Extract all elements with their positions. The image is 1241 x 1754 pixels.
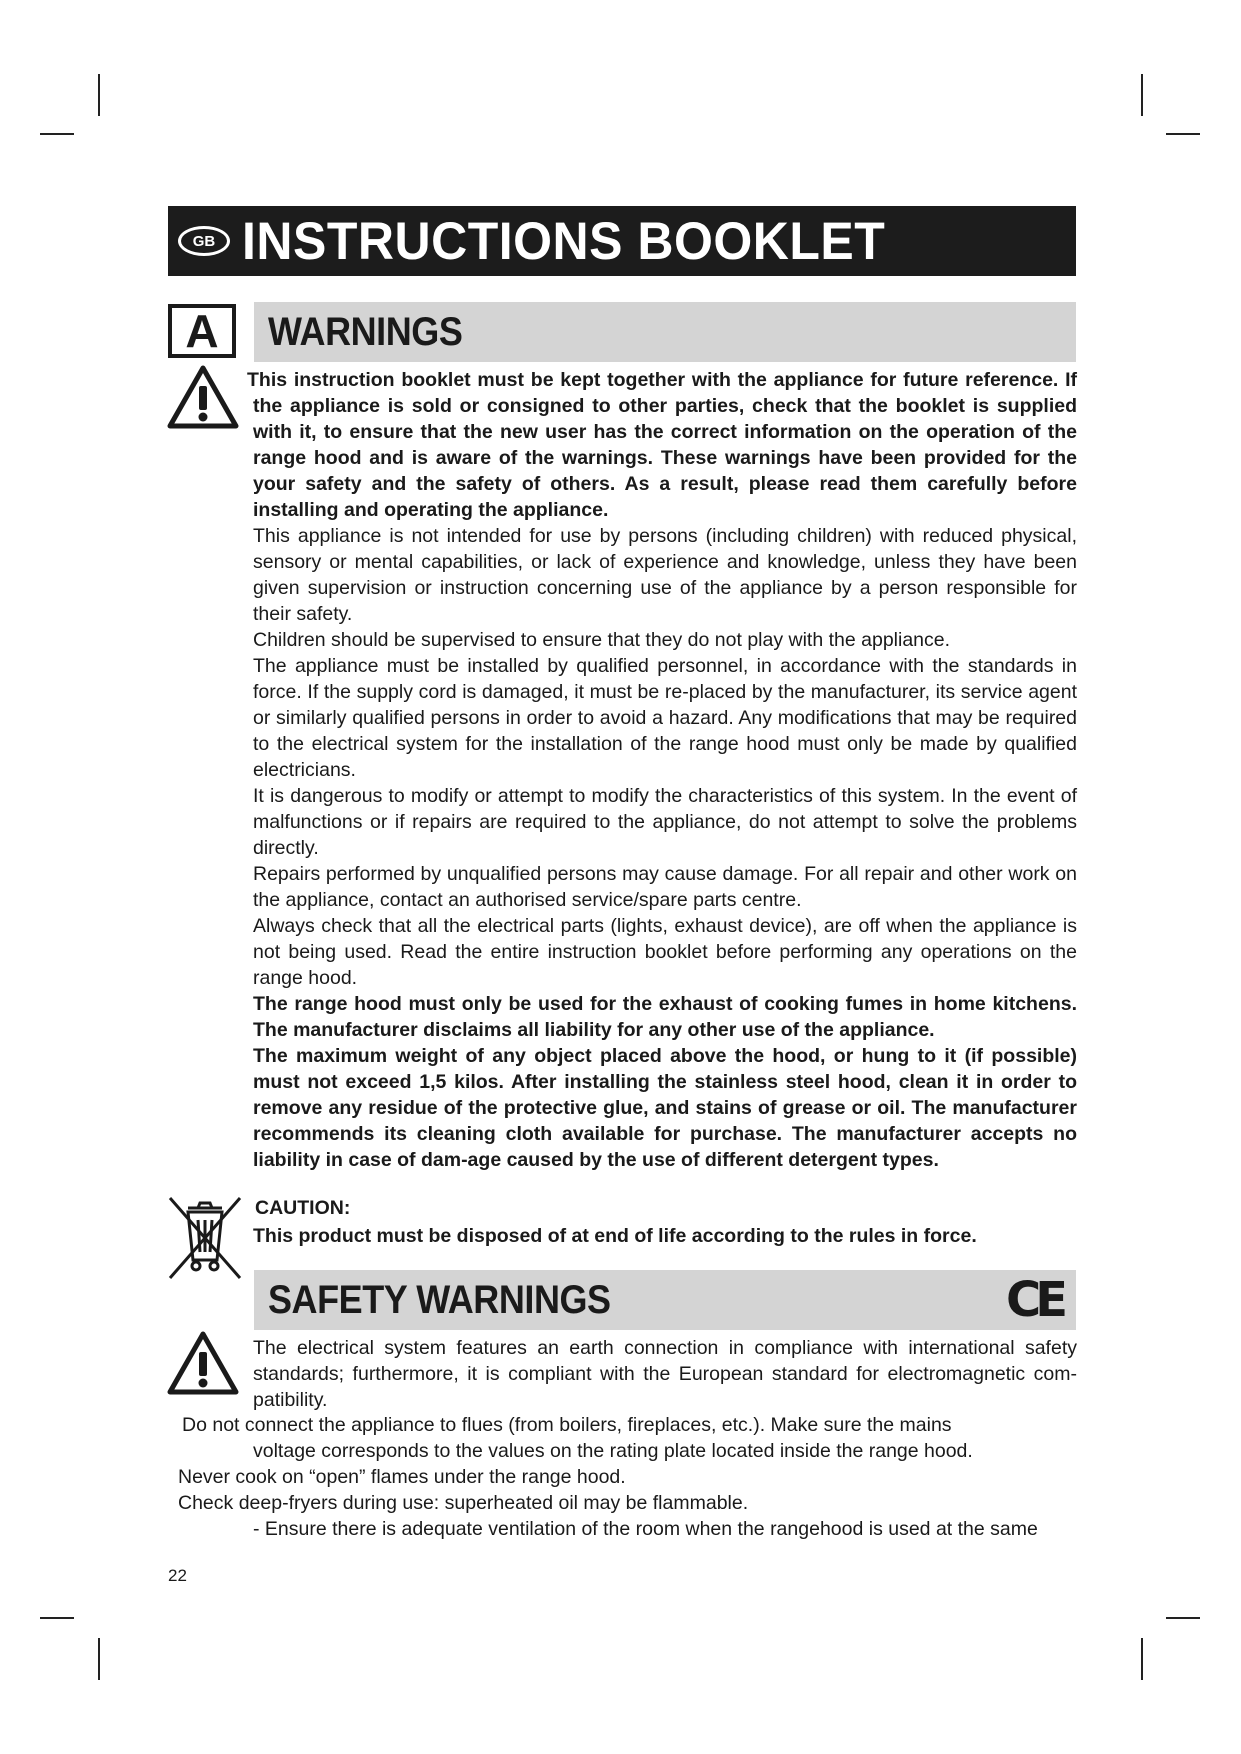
caution-title: CAUTION: (255, 1197, 351, 1219)
section-letter: A (168, 304, 236, 358)
warning-triangle-icon (166, 1330, 240, 1396)
paragraph: This instruction booklet must be kept together with the appliance for future reference. If the appliance is sold or consigned to other parties, check that the booklet is supplied with it, to ensure that the new user has the correct information on the operation of the range hood and is aware of the warnings. These warnings have been provided for the your safety and the safety of others. As a result, please read them carefully before installing and operating the appliance. (247, 369, 1077, 521)
ventilation-line: - Ensure there is adequate ventilation of the room when the rangehood is used at the same (253, 1518, 1038, 1540)
paragraph: The appliance must be installed by qualified personnel, in accordance with the standards in force. If the supply cord is damaged, it must be re-placed by the manufacturer, its service agent or similarly qualified persons in order to avoid a hazard. Any modifications that may be required to the electrical system for the installation of the range hood must only be made by qualified electricians. (253, 655, 1077, 781)
paragraph: Repairs performed by unqualified persons may cause damage. For all repair and other work on the appliance, contact an authorised service/spare parts centre. (253, 863, 1077, 911)
deep-fryers-line: Check deep-fryers during use: superheated oil may be flammable. (178, 1492, 749, 1514)
crossed-bin-icon (166, 1192, 244, 1282)
document-title-bar (168, 206, 1076, 276)
paragraph: The electrical system features an earth connection in compliance with international safety standards; furthermore, it is compliant with the European standard for electromagnetic com-patibility. (253, 1337, 1077, 1411)
crop-mark (98, 74, 100, 116)
warnings-text (247, 367, 1077, 1173)
paragraph: The range hood must only be used for the exhaust of cooking fumes in home kitchens. The manufacturer disclaims all liability for any other use of the appliance. (253, 993, 1077, 1041)
safety-intro (253, 1335, 1077, 1413)
crop-mark (98, 1638, 100, 1680)
caution-block (253, 1195, 1077, 1249)
crop-mark (1166, 1617, 1200, 1619)
ce-mark: CE (1005, 1272, 1062, 1328)
paragraph: Children should be supervised to ensure that they do not play with the appliance. (253, 629, 951, 651)
open-flames-line: Never cook on “open” flames under the range hood. (178, 1466, 626, 1488)
crop-mark (1166, 133, 1200, 135)
crop-mark (40, 133, 74, 135)
crop-mark (1141, 1638, 1143, 1680)
document-title: INSTRUCTIONS BOOKLET (242, 211, 886, 271)
paragraph: Always check that all the electrical parts (lights, exhaust device), are off when the appliance is not being used. Read the entire instruction booklet before performing any operations on the range hood. (253, 915, 1077, 989)
paragraph: The maximum weight of any object placed above the hood, or hung to it (if possible) must not exceed 1,5 kilos. After installing the stainless steel hood, clean it in order to remove any residue of the protective glue, and stains of grease or oil. The manufacturer recommends its cleaning cloth available for purchase. The manufacturer accepts no liability in case of dam-age caused by the use of different detergent types. (253, 1045, 1077, 1171)
warnings-heading: WARNINGS (268, 309, 463, 354)
language-badge: GB (178, 226, 230, 256)
page-number: 22 (168, 1566, 187, 1585)
warning-triangle-icon (166, 364, 240, 430)
safety-warnings-heading: SAFETY WARNINGS (268, 1277, 611, 1322)
caution-text: This product must be disposed of at end of life according to the rules in force. (253, 1225, 977, 1247)
flues-line: Do not connect the appliance to flues (from boilers, fireplaces, etc.). Make sure the mains (182, 1414, 952, 1436)
crop-mark (1141, 74, 1143, 116)
safety-warnings-heading-bar (254, 1270, 1076, 1330)
paragraph: It is dangerous to modify or attempt to modify the characteristics of this system. In the event of malfunctions or if repairs are required to the appliance, do not attempt to solve the problems directly. (253, 785, 1077, 859)
paragraph: This appliance is not intended for use by persons (including children) with reduced physical, sensory or mental capabilities, or lack of experience and knowledge, unless they have been given supervision or instruction concerning use of the appliance by a person responsible for their safety. (253, 525, 1077, 625)
warnings-heading-bar (254, 302, 1076, 362)
voltage-line: voltage corresponds to the values on the rating plate located inside the range hood. (253, 1440, 973, 1462)
crop-mark (40, 1617, 74, 1619)
